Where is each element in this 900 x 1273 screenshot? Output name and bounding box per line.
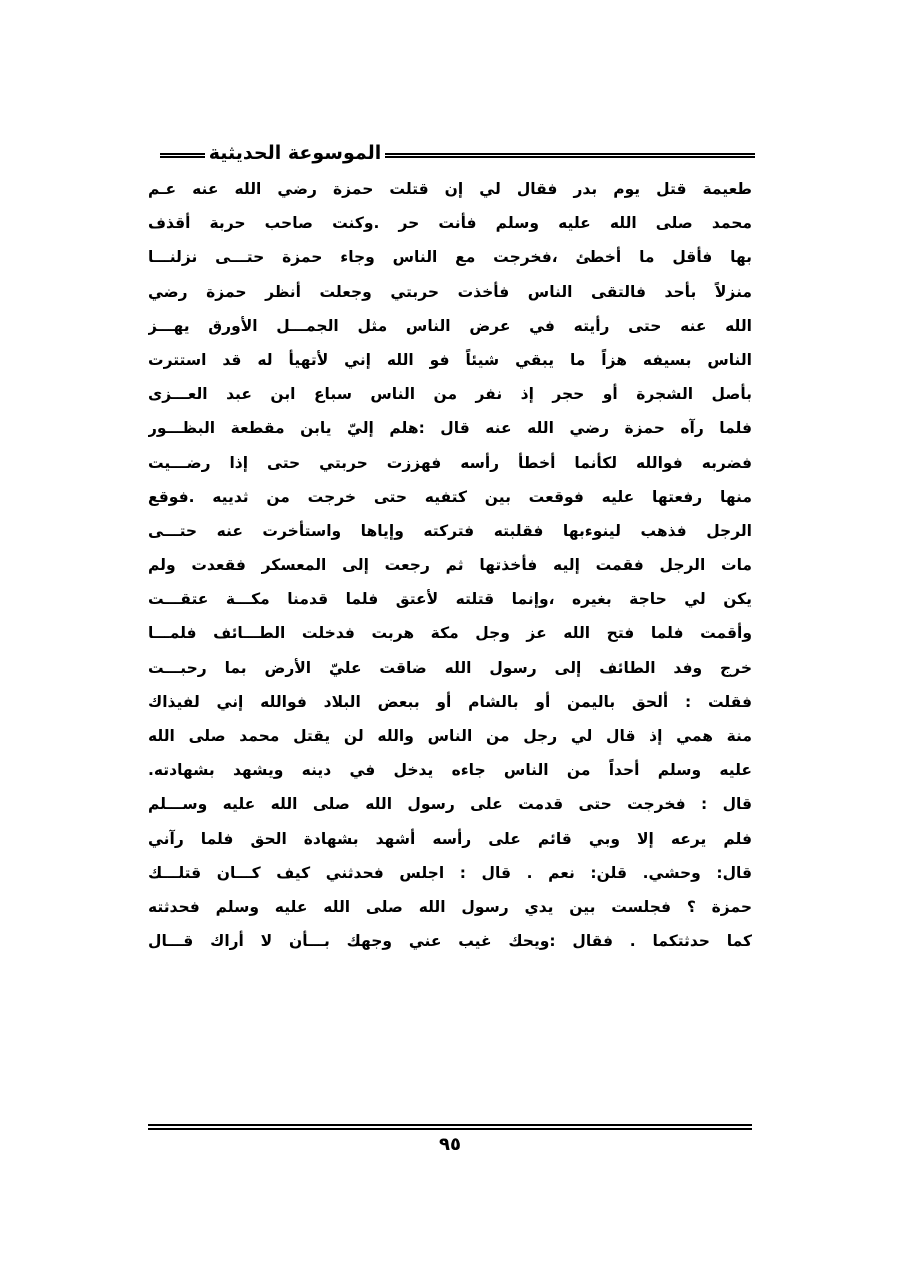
page-number: ٩٥	[439, 1134, 461, 1155]
text-line: الله عنه حتى رأيته في عرض الناس مثل الجمـــل الأورق يهـــز	[148, 316, 752, 335]
text-line: وأقمت فلما فتح الله عز وجل مكة هربت فدخلت الطـــائف فلمـــا	[148, 624, 752, 643]
text-line: الرجل فذهب لينوءبها فقلبته فتركته وإياها واستأخرت عنه حتـــى	[148, 521, 752, 540]
text-line: منها رفعتها عليه فوقعت بين كتفيه حتى خرجت من ثدييه .فوقع	[148, 487, 752, 506]
text-line: فضربه فوالله لكأنما أخطأ رأسه فهززت حربتي حتى إذا رضـــيت	[148, 453, 752, 472]
text-line: منزلاً بأحد فالتقى الناس فأخذت حربتي وجعلت أنظر حمزة رضي	[148, 282, 752, 301]
text-line: بأصل الشجرة أو حجر إذ نفر من الناس سباع ابن عبد العـــزى	[148, 385, 752, 404]
text-line: كما حدثتكما . فقال :ويحك غيب عني وجهك بـــأن لا أراك قـــال	[148, 932, 752, 951]
body-text	[148, 172, 752, 958]
text-line: طعيمة قتل يوم بدر فقال لي إن قتلت حمزة رضي الله عنه عـم	[148, 180, 752, 198]
text-line: محمد صلى الله عليه وسلم فأنت حر .وكنت صاحب حربة أقذف	[148, 214, 752, 233]
footer-rule	[148, 1124, 752, 1130]
text-line: قال : فخرجت حتى قدمت على رسول الله صلى الله عليه وســـلم	[148, 795, 752, 814]
text-line: الناس بسيفه هزاً ما يبقي شيئاً فو الله إني لأتهيأ له قد استترت	[148, 350, 752, 369]
text-line: يكن لي حاجة بغيره ،وإنما قتلته لأعتق فلما قدمنا مكـــة عتقـــت	[148, 590, 752, 609]
text-line: مات الرجل فقمت إليه فأخذتها ثم رجعت إلى المعسكر فقعدت ولم	[148, 556, 752, 575]
text-line: بها فأقل ما أخطئ ،فخرجت مع الناس وجاء حمزة حتـــى نزلنـــا	[148, 248, 752, 267]
text-line: قال: وحشي. قلن: نعم . قال : اجلس فحدثني كيف كـــان قتلـــك	[148, 863, 752, 882]
text-line: حمزة ؟ فجلست بين يدي رسول الله صلى الله عليه وسلم فحدثته	[148, 897, 752, 916]
text-line: عليه وسلم أحداً من الناس جاءه يدخل في دينه ويشهد بشهادته.	[148, 761, 752, 780]
page-header	[145, 138, 755, 172]
text-line: فلم يرعه إلا وبي قائم على رأسه أشهد بشهادة الحق فلما رآني	[148, 829, 752, 848]
text-line: فقلت : ألحق باليمن أو بالشام أو ببعض البلاد فوالله إني لفيذاك	[148, 692, 752, 711]
header-rule-right	[385, 153, 755, 158]
text-line: خرج وفد الطائف إلى رسول الله ضاقت عليّ الأرض بما رحبـــت	[148, 658, 752, 677]
text-line: فلما رآه حمزة رضي الله عنه قال :هلم إليّ يابن مقطعة البظـــور	[148, 419, 752, 438]
running-header-title: الموسوعة الحديثية	[208, 142, 382, 164]
header-rule-left	[160, 153, 205, 158]
text-line: منة همي إذ قال لي رجل من الناس والله لن يقتل محمد صلى الله	[148, 727, 752, 745]
